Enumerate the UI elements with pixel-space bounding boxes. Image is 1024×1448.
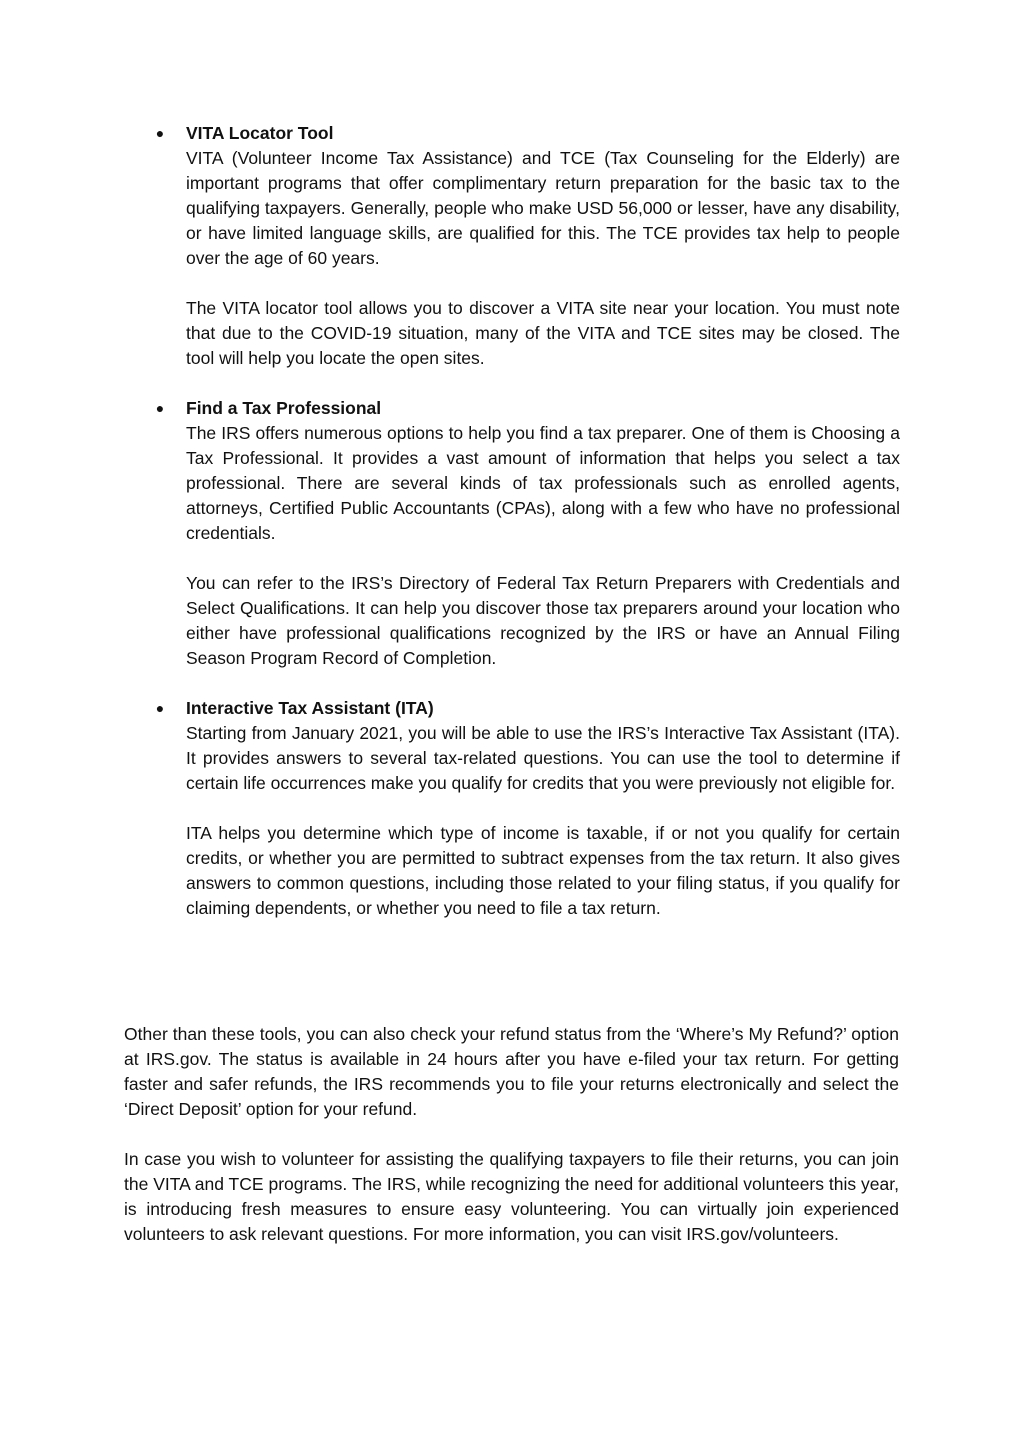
- paragraph: Starting from January 2021, you will be able to use the IRS’s Interactive Tax Assistant (ITA). It provides answers to several tax-related questions. You can use the tool to determine if certain life occurrences make you qualify for credits that you were previously not eligible for.: [186, 723, 900, 793]
- bullet-icon: ●: [155, 400, 165, 416]
- paragraph: The IRS offers numerous options to help you find a tax preparer. One of them is Choosing a Tax Professional. It provides a vast amount of information that helps you select a tax professional. There are several kinds of tax professionals such as enrolled agents, attorneys, Certified Public Accountants (CPAs), along with a few who have no professional credentials.: [186, 423, 900, 543]
- closing-section: [124, 1022, 899, 1247]
- bullet-icon: ●: [155, 700, 165, 716]
- bullet-item-find-tax-professional: [150, 396, 900, 671]
- paragraph: You can refer to the IRS’s Directory of Federal Tax Return Preparers with Credentials and Select Qualifications. It can help you discover those tax preparers around your location who either have professional qualifications recognized by the IRS or have an Annual Filing Season Program Record of Completion.: [186, 573, 900, 668]
- tools-bullet-list: [150, 121, 900, 946]
- paragraph: ITA helps you determine which type of income is taxable, if or not you qualify for certain credits, or whether you are permitted to subtract expenses from the tax return. It also gives answers to common questions, including those related to your filing status, if you qualify for claiming dependents, or whether you need to file a tax return.: [186, 823, 900, 918]
- paragraph: The VITA locator tool allows you to discover a VITA site near your location. You must note that due to the COVID-19 situation, many of the VITA and TCE sites may be closed. The tool will help you locate the open sites.: [186, 298, 900, 368]
- closing-paragraph-volunteer: In case you wish to volunteer for assisting the qualifying taxpayers to file their returns, you can join the VITA and TCE programs. The IRS, while recognizing the need for additional volunteers this year, is introducing fresh measures to ensure easy volunteering. You can virtually join experienced volunteers to ask relevant questions. For more information, you can visit IRS.gov/volunteers.: [124, 1149, 899, 1244]
- bullet-item-interactive-tax-assistant: [150, 696, 900, 921]
- paragraph: VITA (Volunteer Income Tax Assistance) and TCE (Tax Counseling for the Elderly) are important programs that offer complimentary return preparation for the basic tax to the qualifying taxpayers. Generally, people who make USD 56,000 or lesser, have any disability, or have limited language skills, are qualified for this. The TCE provides tax help to people over the age of 60 years.: [186, 148, 900, 268]
- bullet-icon: ●: [155, 125, 165, 141]
- bullet-heading: VITA Locator Tool: [186, 123, 334, 143]
- bullet-heading: Find a Tax Professional: [186, 398, 382, 418]
- closing-paragraph-refund: Other than these tools, you can also check your refund status from the ‘Where’s My Refund?’ option at IRS.gov. The status is available in 24 hours after you have e-filed your tax return. For getting faster and safer refunds, the IRS recommends you to file your returns electronically and select the ‘Direct Deposit’ option for your refund.: [124, 1024, 899, 1119]
- bullet-item-vita-locator: [150, 121, 900, 371]
- bullet-heading: Interactive Tax Assistant (ITA): [186, 698, 434, 718]
